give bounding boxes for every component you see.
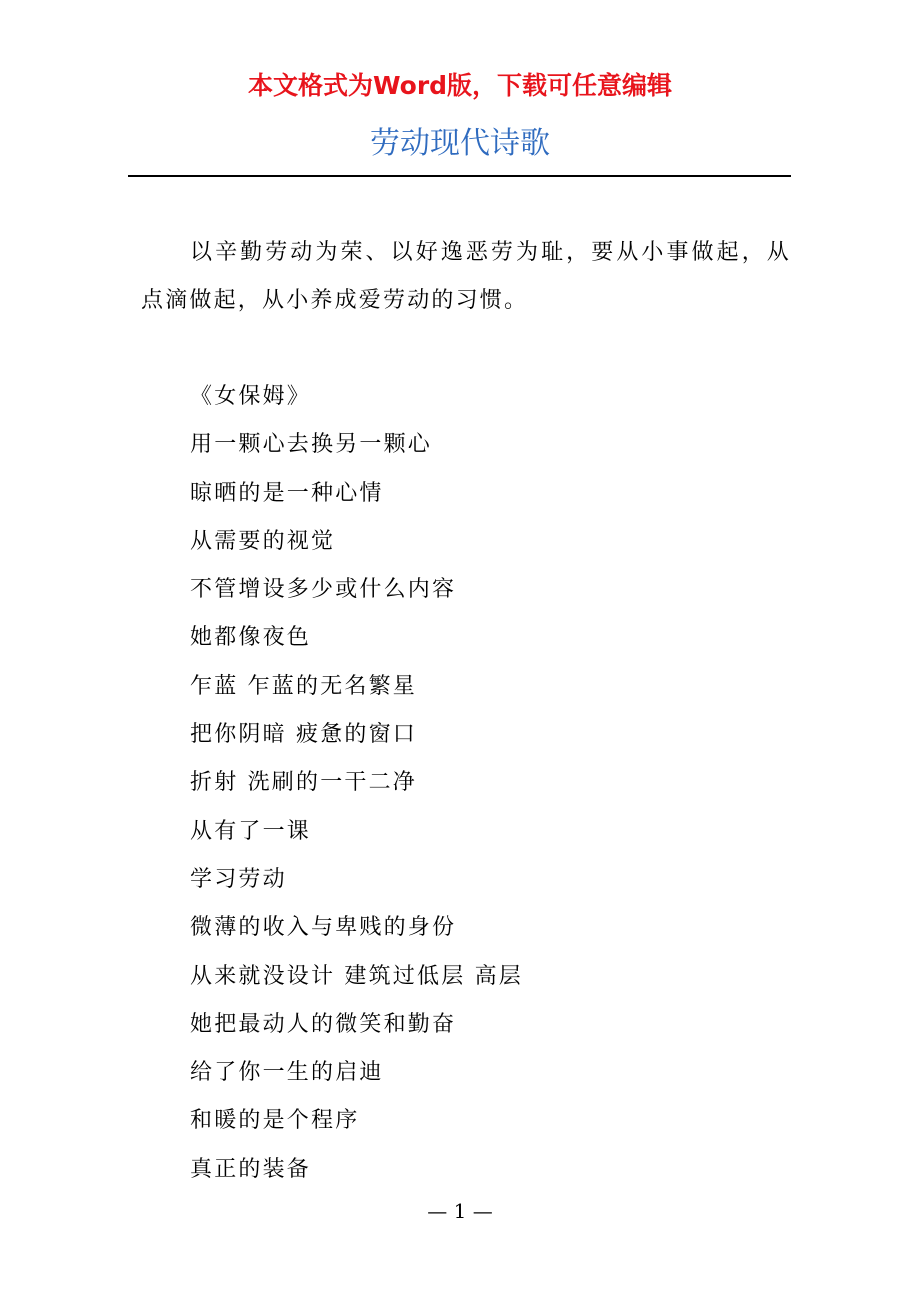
document-title: 劳动现代诗歌 bbox=[370, 126, 550, 161]
download-notice: 本文格式为Word版，下载可任意编辑 bbox=[247, 71, 673, 100]
poem-line: 学习劳动 bbox=[190, 866, 287, 892]
poem-line: 把你阴暗 疲惫的窗口 bbox=[190, 722, 417, 748]
intro-paragraph: 以辛勤劳动为荣、以好逸恶劳为耻，要从小事做起，从点滴做起，从小养成爱劳动的习惯。 bbox=[141, 240, 791, 313]
poem-line: 微薄的收入与卑贱的身份 bbox=[190, 915, 457, 941]
poem-line: 从来就没设计 建筑过低层 高层 bbox=[190, 963, 523, 989]
poem-line: 给了你一生的启迪 bbox=[190, 1060, 384, 1086]
poem-line: 从需要的视觉 bbox=[190, 528, 336, 554]
poem-title: 《女保姆》 bbox=[190, 384, 312, 409]
poem-line: 晾晒的是一种心情 bbox=[190, 480, 384, 506]
poem-line: 真正的装备 bbox=[190, 1156, 312, 1182]
poem-line: 不管增设多少或什么内容 bbox=[190, 577, 457, 603]
poem-line: 乍蓝 乍蓝的无名繁星 bbox=[190, 673, 417, 699]
poem-line: 她都像夜色 bbox=[190, 625, 312, 651]
poem-line: 折射 洗刷的一干二净 bbox=[190, 770, 417, 796]
poem-line: 从有了一课 bbox=[190, 818, 312, 844]
poem-line: 用一颗心去换另一颗心 bbox=[190, 432, 433, 458]
poem-line: 和暖的是个程序 bbox=[190, 1108, 360, 1134]
page-number: — 1 — bbox=[427, 1199, 493, 1223]
poem-line: 她把最动人的微笑和勤奋 bbox=[190, 1011, 457, 1037]
poem bbox=[190, 373, 790, 1194]
title-divider bbox=[128, 175, 791, 177]
